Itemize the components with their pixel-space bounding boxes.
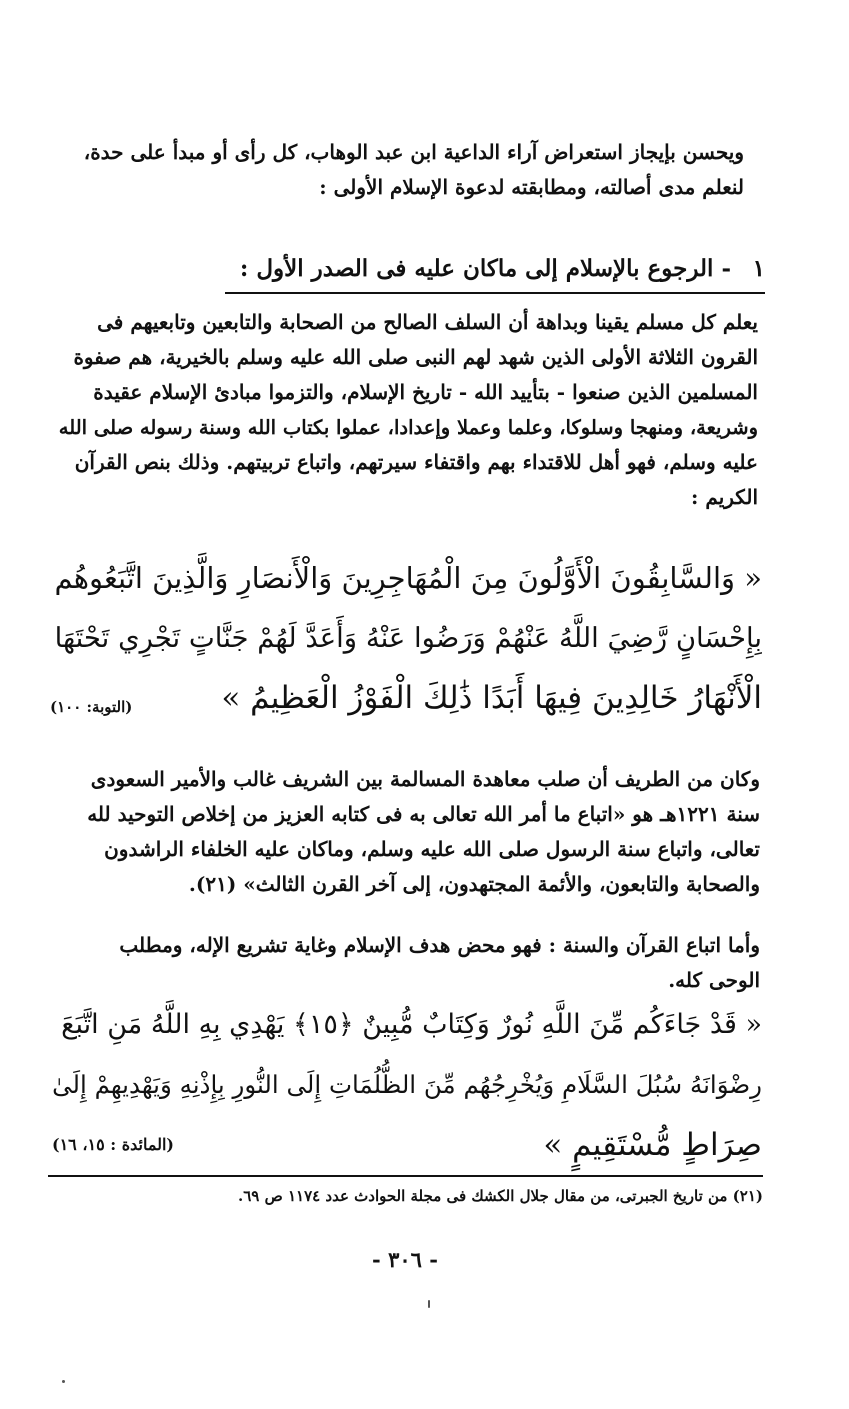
paragraph-3 <box>52 928 760 998</box>
scan-speck <box>62 1380 65 1383</box>
paragraph-line: تعالى، واتباع سنة الرسول صلى الله عليه وسلم، وماكان عليه الخلفاء الراشدون <box>104 837 760 861</box>
intro-paragraph <box>52 135 744 205</box>
footnote-text: (٢١) من تاريخ الجبرتى، من مقال جلال الكشك فى مجلة الحوادث عدد ١١٧٤ ص ٦٩. <box>238 1187 763 1205</box>
paragraph-line: الوحى كله. <box>668 968 760 992</box>
paragraph-1 <box>50 305 758 515</box>
paragraph-line: الكريم : <box>691 485 758 509</box>
paragraph-line: وكان من الطريف أن صلب معاهدة المسالمة بين الشريف غالب والأمير السعودى <box>90 767 760 791</box>
verse-line: الْأَنْهَارُ خَالِدِينَ فِيهَا أَبَدًا ذَٰلِكَ الْفَوْزُ الْعَظِيمُ » <box>221 680 762 716</box>
paragraph-line: يعلم كل مسلم يقينا وبداهة أن السلف الصالح من الصحابة والتابعين وتابعيهم فى <box>97 310 758 334</box>
paragraph-line: عليه وسلم، فهو أهل للاقتداء بهم واقتفاء سيرتهم، واتباع تربيتهم. وذلك بنص القرآن <box>74 450 758 474</box>
quran-verse-1 <box>50 548 762 728</box>
footnote-divider <box>48 1175 763 1177</box>
section-title: - الرجوع بالإسلام إلى ماكان عليه فى الصدر الأول : <box>239 255 731 282</box>
verse-line: رِضْوَانَهُ سُبُلَ السَّلَامِ وَيُخْرِجُهُم مِّنَ الظُّلُمَاتِ إِلَى النُّورِ بِإِذْنِهِ وَيَهْدِيهِمْ إِلَىٰ <box>52 1070 762 1099</box>
scan-speck <box>428 1300 430 1308</box>
intro-line: ويحسن بإيجاز استعراض آراء الداعية ابن عبد الوهاب، كل رأى أو مبدأ على حدة، <box>83 140 744 164</box>
page-number: - ٣٠٦ - <box>372 1247 438 1272</box>
verse-line: « قَدْ جَاءَكُم مِّنَ اللَّهِ نُورٌ وَكِتَابٌ مُّبِينٌ ﴿١٥﴾ يَهْدِي بِهِ اللَّهُ مَنِ اتَّبَعَ <box>61 1009 762 1040</box>
paragraph-line: المسلمين الذين صنعوا - بتأييد الله - تاريخ الإسلام، والتزموا مبادئ الإسلام عقيدة <box>93 380 758 404</box>
heading-underline <box>225 292 765 294</box>
paragraph-line: والصحابة والتابعون، والأئمة المجتهدون، إلى آخر القرن الثالث» (٢١). <box>188 872 760 896</box>
paragraph-line: وشريعة، ومنهجا وسلوكا، وعلما وعملا وإعدادا، عملوا بكتاب الله وسنة رسوله صلى الله <box>58 416 758 439</box>
paragraph-line: وأما اتباع القرآن والسنة : فهو محض هدف الإسلام وغاية تشريع الإله، ومطلب <box>119 933 760 957</box>
paragraph-line: سنة ١٢٢١هـ هو «اتباع ما أمر الله تعالى به فى كتابه العزيز من إخلاص التوحيد لله <box>87 802 760 826</box>
paragraph-line: القرون الثلاثة الأولى الذين شهد لهم النبى صلى الله عليه وسلم بالخيرية، هم صفوة <box>73 345 758 369</box>
verse-line: بِإِحْسَانٍ رَّضِيَ اللَّهُ عَنْهُمْ وَرَضُوا عَنْهُ وَأَعَدَّ لَهُمْ جَنَّاتٍ تَجْرِي تَحْتَهَا <box>54 622 762 654</box>
verse-line: صِرَاطٍ مُّسْتَقِيمٍ » <box>543 1127 762 1163</box>
section-number: ١ <box>752 255 765 282</box>
footnote <box>48 1183 763 1209</box>
verse-2-reference: (المائدة : ١٥، ١٦) <box>52 1135 174 1154</box>
paragraph-2 <box>52 762 760 902</box>
intro-line: لنعلم مدى أصالته، ومطابقته لدعوة الإسلام الأولى : <box>319 175 744 199</box>
verse-1-reference: (التوبة: ١٠٠) <box>50 698 133 716</box>
verse-line: « وَالسَّابِقُونَ الْأَوَّلُونَ مِنَ الْمُهَاجِرِينَ وَالْأَنصَارِ وَالَّذِينَ اتَّبَعُوهُم <box>54 561 762 595</box>
